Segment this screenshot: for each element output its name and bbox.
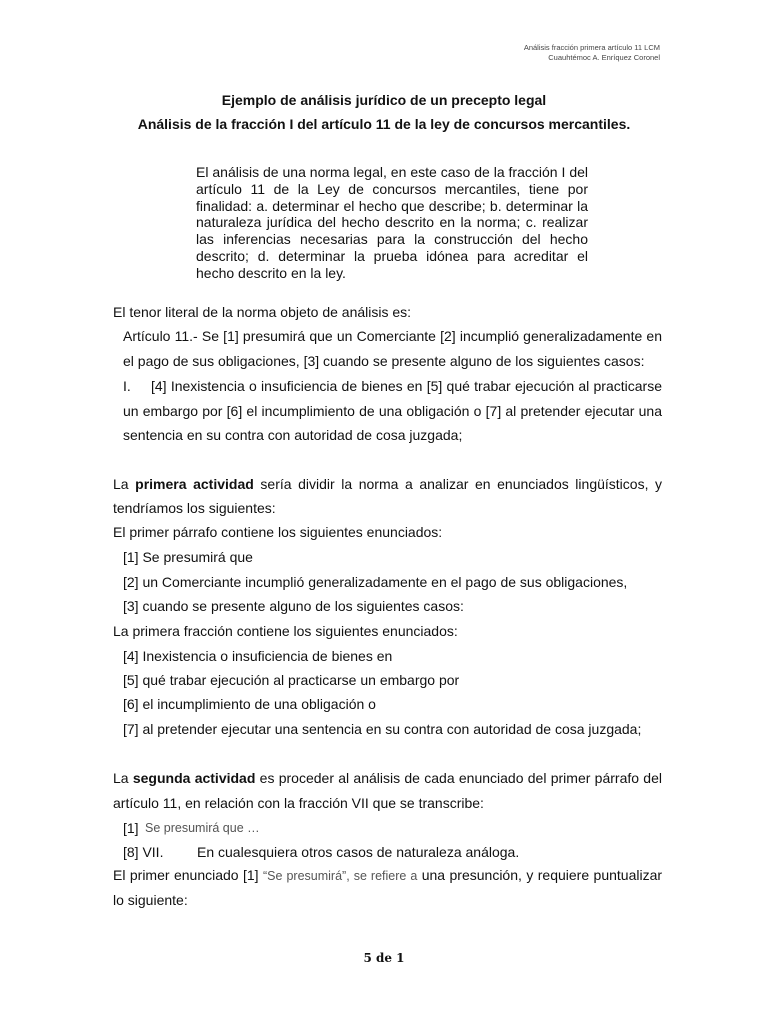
second-activity-line-1: La segunda actividad es proceder al análisis de cada enunciado del primer párrafo del: [113, 770, 662, 786]
second-activity-line-2: artículo 11, en relación con la fracción VII que se transcribe:: [113, 795, 484, 811]
last-paragraph-line-2: lo siguiente:: [113, 892, 188, 908]
item-8-number: [8] VII.: [123, 844, 164, 860]
first-activity-line-2: tendríamos los siguientes:: [113, 500, 276, 516]
fraction-line-1: [4] Inexistencia o insuficiencia de bienes en [5] qué trabar ejecución al practicarse: [151, 378, 662, 394]
list-item: [6] el incumplimiento de una obligación o: [123, 696, 376, 712]
list-item: [3] cuando se presente alguno de los siguientes casos:: [123, 598, 464, 614]
running-header-author: Cuauhtémoc A. Enríquez Coronel: [548, 53, 660, 62]
item-1-text: Se presumirá que …: [145, 821, 260, 835]
list-item: [4] Inexistencia o insuficiencia de bienes en: [123, 648, 393, 664]
list-item: [2] un Comerciante incumplió generalizadamente en el pago de sus obligaciones,: [123, 574, 628, 590]
fraction-number: I.: [123, 378, 131, 394]
list-item: [1] Se presumirá que: [123, 549, 253, 565]
abstract-paragraph: El análisis de una norma legal, en este caso de la fracción I del artículo 11 de la Ley de concursos mercantiles, tiene por finalidad: a. determinar el hecho que describe; b. determinar la naturaleza jurídica del hecho descrito en la norma; c. realizar las inferencias necesarias para la construcción del hecho descrito; d. determinar la prueba idónea para acreditar el hecho descrito en la ley.: [196, 164, 588, 281]
document-subtitle: Análisis de la fracción I del artículo 11 de la ley de concursos mercantiles.: [137, 116, 631, 132]
fraction-line-2: un embargo por [6] el incumplimiento de una obligación o [7] al pretender ejecutar una: [123, 403, 662, 419]
running-header-title: Análisis fracción primera artículo 11 LCM: [523, 43, 660, 52]
fraction-line-3: sentencia en su contra con autoridad de cosa juzgada;: [123, 427, 463, 443]
first-fraction-intro: La primera fracción contiene los siguientes enunciados:: [113, 623, 458, 639]
item-8-text: En cualesquiera otros casos de naturaleza análoga.: [197, 844, 520, 860]
list-item: [7] al pretender ejecutar una sentencia en su contra con autoridad de cosa juzgada;: [123, 721, 642, 737]
article-line-1: Artículo 11.- Se [1] presumirá que un Comerciante [2] incumplió generalizadamente en: [123, 328, 662, 344]
document-title: Ejemplo de análisis jurídico de un precepto legal: [221, 92, 547, 108]
intro-text: El tenor literal de la norma objeto de análisis es:: [113, 304, 412, 320]
last-paragraph-line-1: El primer enunciado [1] “Se presumirá”, se refiere a una presunción, y requiere puntualizar: [113, 867, 663, 883]
first-paragraph-intro: El primer párrafo contiene los siguientes enunciados:: [113, 524, 443, 540]
first-activity-line-1: La primera actividad sería dividir la norma a analizar en enunciados lingüísticos, y: [113, 476, 663, 492]
article-line-2: el pago de sus obligaciones, [3] cuando se presente alguno de los siguientes casos:: [123, 353, 645, 369]
page-number: 5 de 1: [363, 951, 405, 965]
list-item: [5] qué trabar ejecución al practicarse un embargo por: [123, 672, 460, 688]
item-1-number: [1]: [123, 820, 139, 836]
